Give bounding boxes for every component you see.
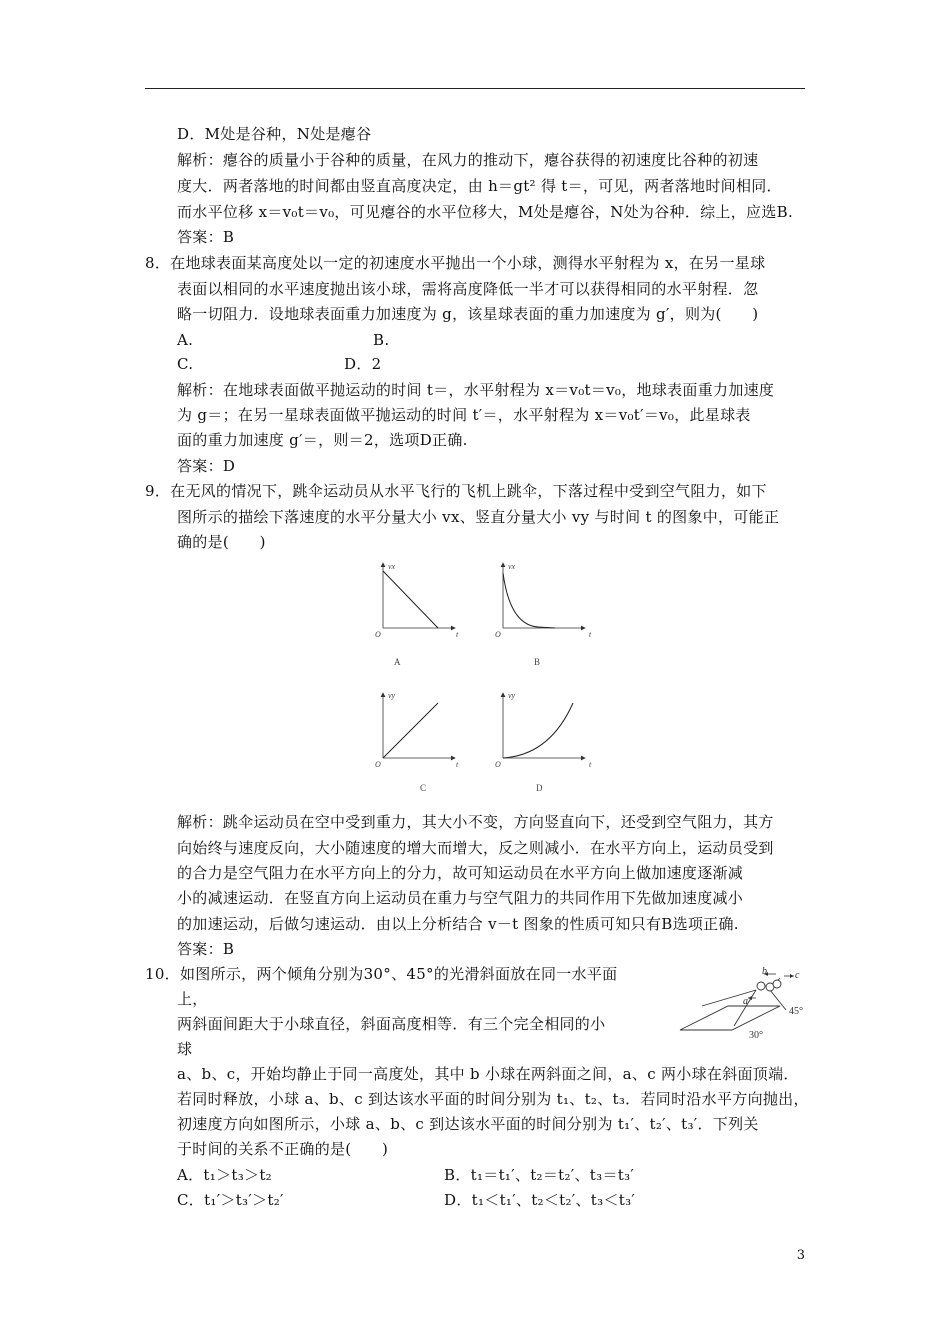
q10-option-b: B．t₁＝t₁′、t₂＝t₂′、t₃＝t₃′ bbox=[444, 1166, 635, 1184]
q10-stem-line-3: 两斜面间距大于小球直径，斜面高度相等．有三个完全相同的小 bbox=[177, 1015, 606, 1033]
q8-stem-line-2: 表面以相同的水平速度抛出该小球，需将高度降低一半才可以获得相同的水平射程．忽 bbox=[177, 280, 759, 298]
graph-d-xlabel: t bbox=[589, 760, 592, 769]
graph-b bbox=[495, 562, 592, 667]
graph-d-origin: O bbox=[495, 760, 501, 769]
q8-option-c: C. bbox=[177, 355, 194, 373]
q10-stem-line-2: 上， bbox=[177, 990, 208, 1008]
q10-option-a: A．t₁＞t₃＞t₂ bbox=[177, 1166, 272, 1184]
q7-explanation-line-1: 解析：瘪谷的质量小于谷种的质量，在风力的推动下，瘪谷获得的初速度比谷种的初速 bbox=[177, 151, 759, 169]
graph-b-ylabel: vx bbox=[508, 562, 516, 571]
q9-stem-line-2: 图所示的描绘下落速度的水平分量大小 vx、竖直分量大小 vy 与时间 t 的图象中，可能正 bbox=[177, 508, 780, 526]
graph-a-ylabel: vx bbox=[388, 562, 396, 571]
q8-option-b: B. bbox=[373, 331, 390, 349]
q8-answer: 答案：D bbox=[177, 457, 236, 475]
q10-stem-line-1: 10．如图所示，两个倾角分别为30°、45°的光滑斜面放在同一水平面 bbox=[145, 965, 618, 983]
q10-stem-line-8: 于时间的关系不正确的是( ) bbox=[177, 1140, 389, 1158]
graph-d-ylabel: vy bbox=[508, 691, 516, 700]
q7-explanation-line-2: 度大．两者落地的时间都由竖直高度决定，由 h＝gt² 得 t＝，可见，两者落地时间相同． bbox=[177, 177, 782, 195]
q10-figure-angle-45: 45° bbox=[789, 1006, 803, 1017]
graph-a-xlabel: t bbox=[456, 630, 459, 639]
graph-c bbox=[375, 691, 459, 793]
q10-incline-figure bbox=[676, 966, 810, 1050]
graph-c-xlabel: t bbox=[456, 760, 459, 769]
q10-option-d: D．t₁＜t₁′、t₂＜t₂′、t₃＜t₃′ bbox=[444, 1191, 636, 1209]
graph-a-caption: A bbox=[394, 657, 401, 667]
q8-explanation-line-3: 面的重力加速度 g′＝，则＝2，选项D正确. bbox=[177, 431, 468, 449]
q9-explanation-line-1: 解析：跳伞运动员在空中受到重力，其大小不变，方向竖直向下，还受到空气阻力，其方 bbox=[177, 813, 774, 831]
graph-c-origin: O bbox=[375, 760, 381, 769]
q10-stem-line-4: 球 bbox=[177, 1040, 193, 1058]
graph-d bbox=[495, 691, 592, 793]
q8-explanation-line-2: 为 g＝；在另一星球表面做平抛运动的时间 t′＝，水平射程为 x＝v₀t′＝v₀，此星球表 bbox=[177, 406, 751, 424]
q8-stem-line-1: 8．在地球表面某高度处以一定的初速度水平抛出一个小球，测得水平射程为 x，在另一星球 bbox=[145, 254, 766, 272]
q9-answer: 答案：B bbox=[177, 940, 235, 958]
q10-figure-label-c: c bbox=[795, 970, 800, 981]
graph-c-caption: C bbox=[420, 783, 427, 793]
q8-stem-line-3: 略一切阻力．设地球表面重力加速度为 g，该星球表面的重力加速度为 g′，则为( ) bbox=[177, 305, 759, 323]
graph-b-caption: B bbox=[534, 657, 541, 667]
q10-stem-line-6: 若同时释放，小球 a、b、c 到达该水平面的时间分别为 t₁、t₂、t₃．若同时沿水平方向抛出， bbox=[177, 1090, 809, 1108]
q9-explanation-line-2: 向始终与速度反向，大小随速度的增大而增大，反之则减小．在水平方向上，运动员受到 bbox=[177, 839, 774, 857]
graph-c-ylabel: vy bbox=[388, 691, 396, 700]
q9-stem-line-3: 确的是( ) bbox=[177, 533, 266, 551]
q10-stem-line-7: 初速度方向如图所示，小球 a、b、c 到达该水平面的时间分别为 t₁′、t₂′、t₃′．下列关 bbox=[177, 1115, 759, 1133]
q7-option-d: D．M处是谷种，N处是瘪谷 bbox=[177, 125, 372, 143]
q8-option-a: A. bbox=[177, 331, 194, 349]
graph-b-origin: O bbox=[495, 630, 501, 639]
q10-option-c: C．t₁′＞t₃′＞t₂′ bbox=[177, 1191, 284, 1209]
header-rule bbox=[145, 88, 805, 89]
q8-explanation-line-1: 解析：在地球表面做平抛运动的时间 t＝，水平射程为 x＝v₀t＝v₀，地球表面重力加速度 bbox=[177, 381, 775, 399]
graph-a bbox=[375, 562, 459, 667]
graph-d-caption: D bbox=[536, 783, 543, 793]
q9-explanation-line-5: 的加速运动，后做匀速运动．由以上分析结合 v－t 图象的性质可知只有B选项正确. bbox=[177, 915, 739, 933]
q10-stem-line-5: a、b、c，开始均静止于同一高度处，其中 b 小球在两斜面之间，a、c 两小球在斜面顶端． bbox=[177, 1065, 799, 1083]
q7-answer: 答案：B bbox=[177, 228, 235, 246]
graph-a-origin: O bbox=[375, 630, 381, 639]
q10-figure-label-b: b bbox=[762, 966, 767, 977]
q10-figure-angle-30: 30° bbox=[749, 1030, 763, 1041]
q9-explanation-line-3: 的合力是空气阻力在水平方向上的分力，故可知运动员在水平方向上做加速度逐渐减 bbox=[177, 864, 744, 882]
graph-b-xlabel: t bbox=[589, 630, 592, 639]
q10-figure-label-a: a bbox=[743, 996, 748, 1007]
q7-explanation-line-3: 而水平位移 x＝v₀t＝v₀，可见瘪谷的水平位移大，M处是瘪谷，N处为谷种．综上，应选B. bbox=[177, 203, 794, 221]
page-number: 3 bbox=[796, 1248, 805, 1263]
q8-option-d: D．2 bbox=[344, 355, 382, 373]
q9-graphs-figure bbox=[360, 555, 610, 795]
q9-stem-line-1: 9．在无风的情况下，跳伞运动员从水平飞行的飞机上跳伞，下落过程中受到空气阻力，如下 bbox=[145, 482, 767, 500]
q9-explanation-line-4: 小的减速运动．在竖直方向上运动员在重力与空气阻力的共同作用下先做加速度减小 bbox=[177, 889, 744, 907]
